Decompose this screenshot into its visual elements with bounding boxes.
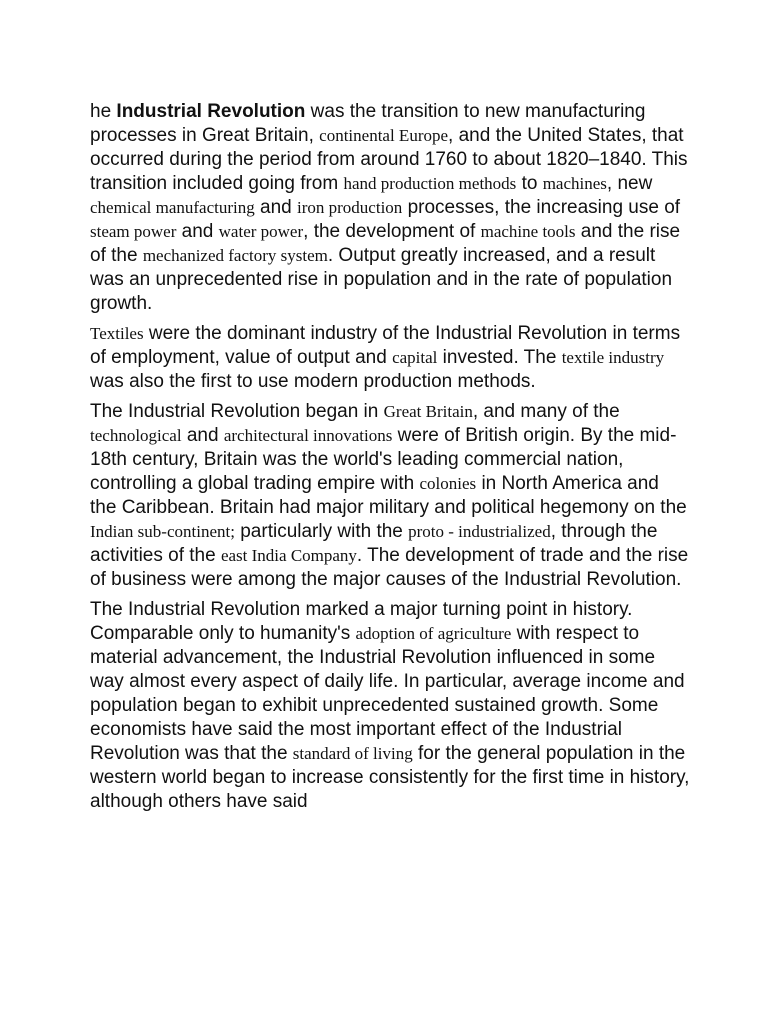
text-segment: proto - industrialized [408,522,551,541]
text-segment: capital [392,348,438,367]
text-segment: Industrial Revolution [116,101,306,122]
paragraph-3 [90,400,690,592]
text-segment: and [254,197,297,218]
text-segment: standard of living [292,744,413,763]
text-segment: invested. The [437,347,562,368]
text-segment: in North America and the Caribbean. Britain had major military and political hegemony on the [90,473,687,518]
text-segment: adoption of agriculture [355,624,512,643]
text-segment: . Output greatly increased, and a result was an unprecedented rise in population and in the rate of population growth. [90,245,673,314]
text-segment: continental Europe [319,126,449,145]
text-segment: textile industry [561,348,665,367]
text-segment: , and many of the [472,401,620,422]
text-segment: and [181,425,224,446]
text-segment: Textiles [90,324,144,343]
text-segment: colonies [419,474,477,493]
text-segment: was also the first to use modern production methods. [90,371,536,392]
text-segment: particularly with the [234,521,409,542]
text-segment: was the transition to new manufacturing processes in Great Britain, [90,101,646,146]
text-segment: water power [218,222,304,241]
text-segment: were of British origin. By the mid-18th century, Britain was the world's leading commercial nation, controlling a global trading empire with [90,425,677,494]
text-segment: he [90,101,117,122]
paragraph-1 [90,100,690,316]
text-segment: mechanized factory system [142,246,328,265]
text-segment: , new [606,173,653,194]
text-segment: and the rise of the [90,221,681,266]
text-segment: and [176,221,219,242]
text-segment: machines [542,174,607,193]
text-segment: processes, the increasing use of [402,197,681,218]
text-segment: architectural innovations [223,426,393,445]
text-segment: machine tools [480,222,576,241]
text-segment: , through the activities of the [90,521,658,566]
text-segment: were the dominant industry of the Industrial Revolution in terms of employment, value of output and [90,323,681,368]
text-segment: for the general population in the western world began to increase consistently for the first time in history, although others have said [90,743,690,812]
text-segment: iron production [297,198,403,217]
text-segment: . The development of trade and the rise of business were among the major causes of the Industrial Revolution. [90,545,689,590]
document-page [90,100,690,820]
text-segment: Great Britain [383,402,473,421]
text-segment: Indian sub-continent; [90,522,235,541]
text-segment: with respect to material advancement, the Industrial Revolution influenced in some way almost every aspect of daily life. In particular, average income and population began to exhibit unprecedented sustained growth. Some economists have said the most important effect of the Industrial Revolution was that the [90,623,685,764]
text-segment: east India Company [220,546,357,565]
paragraph-2 [90,322,690,394]
text-segment: to [516,173,543,194]
text-segment: steam power [90,222,177,241]
text-segment: The Industrial Revolution marked a major turning point in history. Comparable only to humanity's [90,599,633,644]
text-segment: chemical manufacturing [90,198,255,217]
text-segment: , and the United States, that occurred during the period from around 1760 to about 1820–1840. This transition included going from [90,125,688,194]
paragraph-4 [90,598,690,814]
text-segment: , the development of [303,221,481,242]
text-segment: hand production methods [343,174,517,193]
text-segment: The Industrial Revolution began in [90,401,384,422]
text-segment: technological [90,426,182,445]
